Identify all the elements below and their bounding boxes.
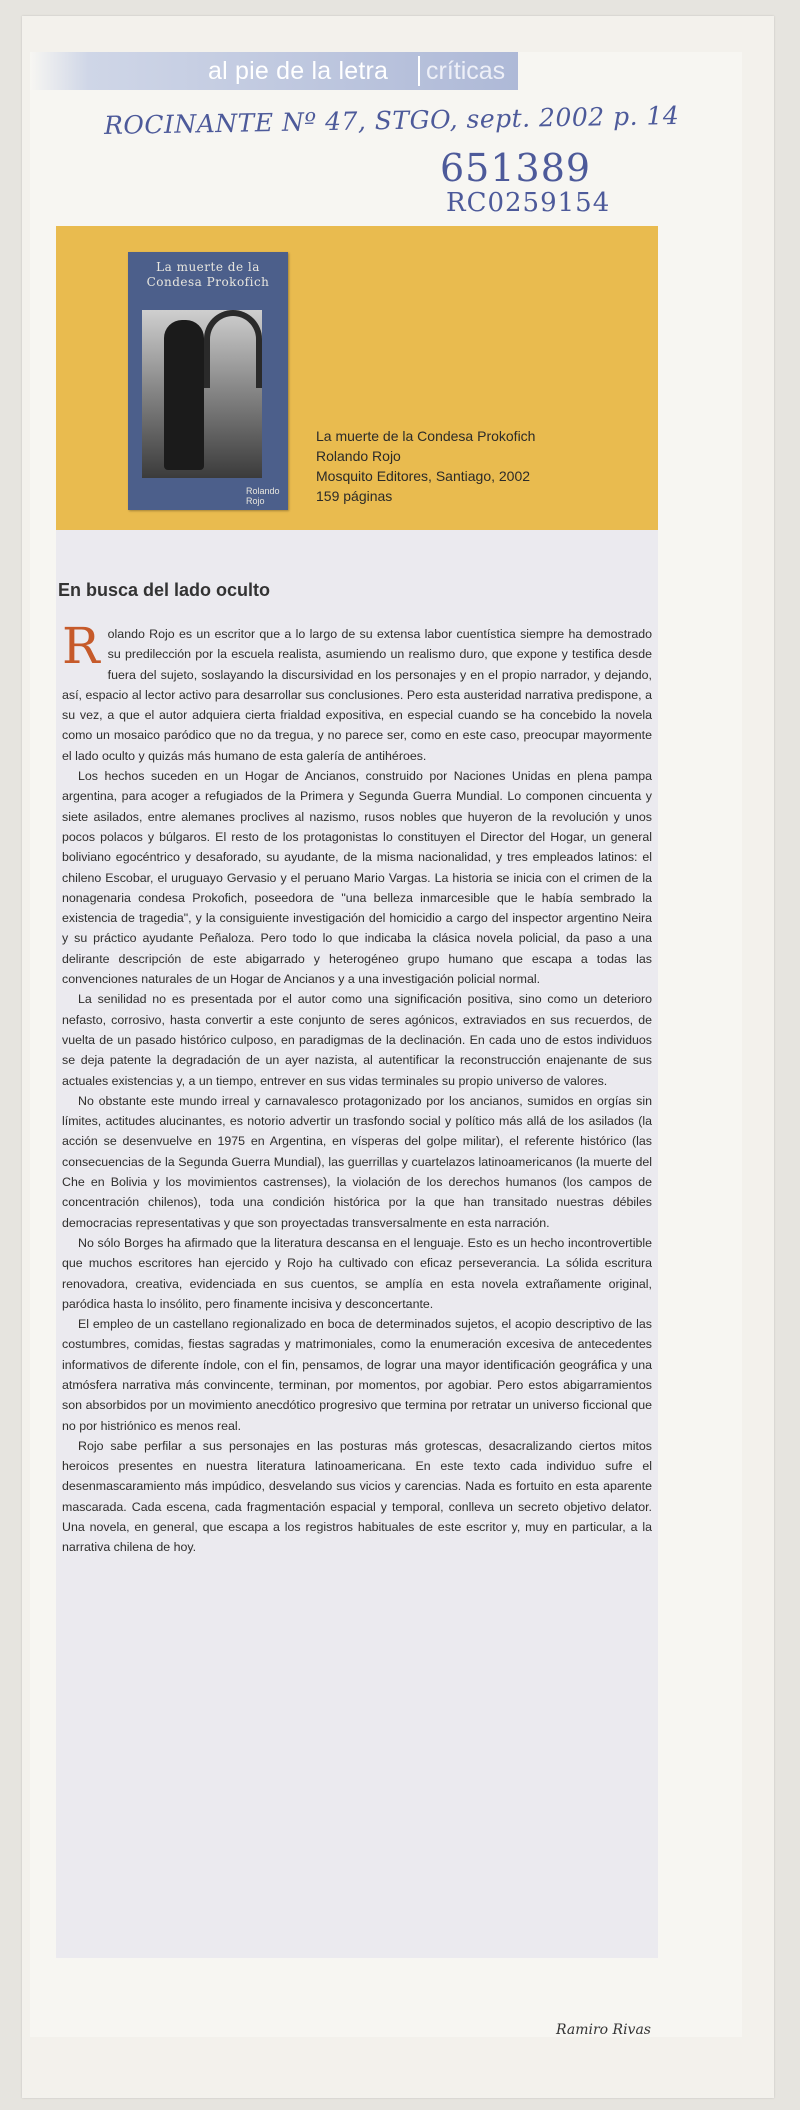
book-cover-image [128,252,288,510]
article-paragraph-text: olando Rojo es un escritor que a lo largo de su extensa labor cuentística siempre ha demostrado su predilección por la escuela realista, asumiendo un realismo duro, que expone y testifica desde fuera del sujeto, soslayando la discursividad en los personajes y en el propio narrador, y dejando, así, espacio al lector activo para desarrollar sus conclusiones. Pero esta austeridad narrativa predispone, a su vez, a que el autor adquiera cierta frialdad expositiva, en especial cuando se ha concebido la novela como un mosaico paródico que no da tregua, y no parece ser, como en este caso, preocupar mayormente el lado oculto y quizás más humano de esta galería de antihéroes. [62,627,652,763]
article-paragraph: La senilidad no es presentada por el autor como una significación positiva, sino como un deterioro nefasto, corrosivo, hasta convertir a este conjunto de seres agónicos, extraviados en sus recuerdos, de vuelta de un pasado histórico culposo, en paradigmas de la declinación. En cada uno de estos individuos se deja patente la degradación de un ayer nazista, al autentificar la reconstrucción enajenante de sus actuales existencias y, a un tiempo, entrever en sus vidas terminales su propio universo de valores. [62,992,652,1088]
handwritten-source-note: ROCINANTE Nº 47, STGO, sept. 2002 p. 14 [103,100,680,141]
book-cover-author: Rolando Rojo [246,486,280,506]
article-signature: Ramiro Rivas [556,2022,651,2038]
article-body [62,617,652,1558]
cover-pillar-shape [164,320,204,470]
book-pages: 159 páginas [316,488,393,504]
book-cover-photo [142,310,262,478]
handwritten-record-code: RC0259154 [446,188,611,218]
drop-cap: R [62,617,100,675]
book-cover-title: La muerte de la Condesa Prokofich [146,260,270,289]
article-paragraph: El empleo de un castellano regionalizado en boca de determinados sujetos, el acopio descriptivo de las costumbres, comidas, fiestas sagradas y matrimoniales, como la enumeración excesiva de antecedentes informativos de diferente índole, con el fin, pensamos, de lograr una mayor identificación geográfica y una atmósfera narrativa más convincente, terminan, por momentos, por agobiar. Pero estos abigarramientos son absorbidos por un movimiento anecdótico progresivo que termina por retratar un universo ficcional que no por histriónico es menos real. [62,1317,652,1433]
article-paragraph: Rojo sabe perfilar a sus personajes en las posturas más grotescas, desacralizando ciertos mitos heroicos presentes en nuestra literatura latinoamericana. En este texto cada individuo sufre el desenmascaramiento más impúdico, desvelando sus vicios y carencias. Nada es fortuito en esta aparente mascarada. Cada escena, cada fragmentación espacial y temporal, conlleva un secreto objetivo delator. Una novela, en general, que escapa a los registros habituales de este escritor y, muy en particular, a la narrativa chilena de hoy. [62,1438,652,1555]
article-paragraph: Los hechos suceden en un Hogar de Ancianos, construido por Naciones Unidas en plena pampa argentina, para acoger a refugiados de la Primera y Segunda Guerra Mundial. Lo componen cincuenta y siete asilados, entre alemanes proclives al nazismo, rusos nobles que huyeron de la revolución y unos pocos polacos y búlgaros. El resto de los protagonistas lo constituyen el Director del Hogar, un general boliviano egocéntrico y desaforado, su ayudante, de la misma nacionalidad, y tres empleados latinos: el chileno Escobar, el uruguayo Gervasio y el peruano Mario Vargas. La historia se inicia con el crimen de la nonagenaria condesa Prokofich, poseedora de "una belleza inmarcesible que le había sembrado la existencia de tragedia", y la consiguiente investigación del homicidio a cargo del inspector argentino Neira y su práctico ayudante Peñaloza. Pero todo lo que indicaba la clásica novela policial, da paso a una delirante descripción de este abigarrado y heterogéneo grupo humano que escapa a todas las convenciones naturales de un Hogar de Ancianos y a una investigación policial normal. [62,769,652,987]
book-title: La muerte de la Condesa Prokofich [316,428,536,444]
handwritten-catalog-number: 651389 [440,146,592,190]
section-tag: críticas [418,56,505,86]
article-paragraph: No obstante este mundo irreal y carnavalesco protagonizado por los ancianos, sumidos en orgías sin límites, actitudes alucinantes, es notorio advertir un trasfondo social y político más allá de los asilados (la acción se desenvuelve en 1975 en Argentina, en vísperas del golpe militar), el referente histórico (las consecuencias de la Segunda Guerra Mundial), las guerrillas y cuartelazos latinoamericanos (la muerte del Che en Bolivia y los movimientos castrenses), la violación de los derechos humanos (los campos de concentración chilenos), toda una condición histórica por la que han transitado nuestras débiles democracias representativas y que son proyectadas transversalmente en esta narración. [62,1093,652,1230]
book-publisher: Mosquito Editores, Santiago, 2002 [316,468,531,484]
article-heading: En busca del lado oculto [58,580,271,600]
article-paragraph [62,617,652,766]
book-details [316,426,636,506]
book-author: Rolando Rojo [316,448,401,464]
cover-arch-shape [204,310,262,388]
section-title: al pie de la letra [208,57,389,85]
article-paragraph: No sólo Borges ha afirmado que la literatura descansa en el lenguaje. Esto es un hecho incontrovertible que muchos escritores han ejercido y Rojo ha cultivado con eficaz perseverancia. La sólida escritura renovadora, creativa, evidenciada en sus cuentos, se amplía en esta novela extrañamente original, paródica hasta lo insólito, pero finamente incisiva y desconcertante. [62,1235,652,1311]
